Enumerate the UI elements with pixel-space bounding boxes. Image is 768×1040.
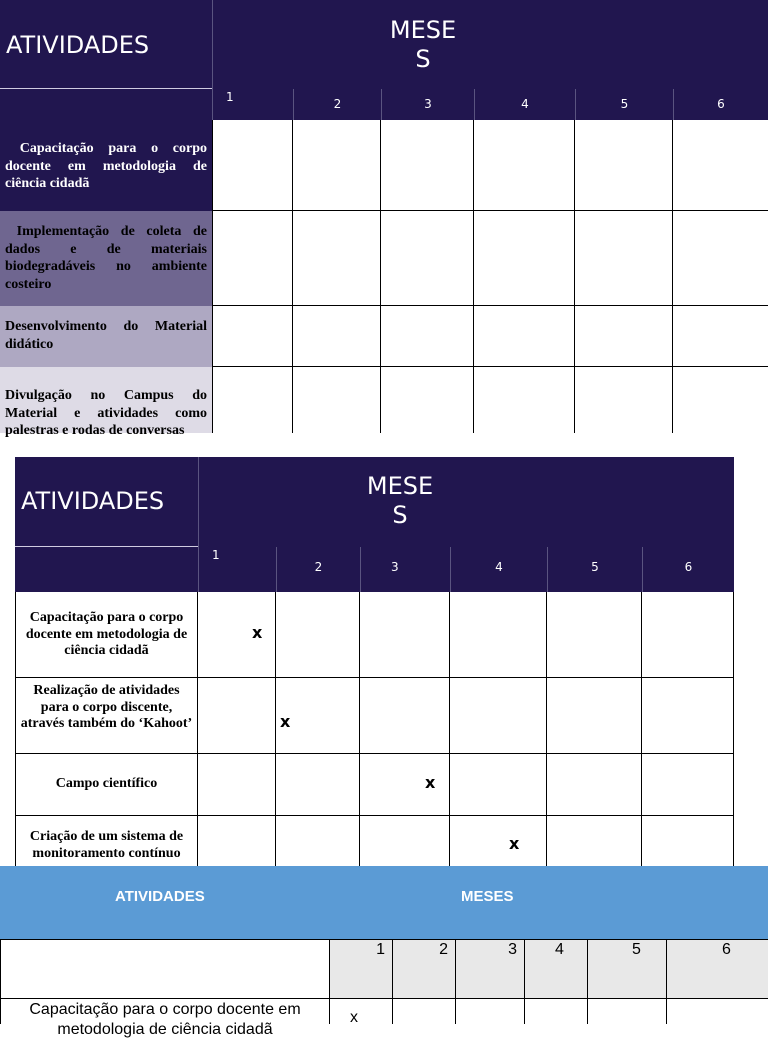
month-number: 1 — [198, 547, 276, 592]
grid-line — [359, 592, 360, 866]
grid-line — [275, 592, 276, 866]
month-number: 5 — [588, 940, 667, 998]
schedule-mark: x — [280, 712, 291, 731]
month-number: 2 — [393, 940, 456, 998]
schedule-table-2 — [15, 457, 734, 866]
activities-header: ATIVIDADES — [115, 888, 205, 905]
month-number: 2 — [276, 547, 360, 592]
month-number: 4 — [525, 940, 588, 998]
grid-line — [212, 120, 213, 433]
grid-line — [449, 592, 450, 866]
month-number: 6 — [673, 89, 768, 120]
grid-line — [524, 939, 525, 1024]
grid-line — [212, 305, 768, 306]
schedule-table-3 — [0, 866, 768, 1038]
grid-line — [641, 592, 642, 866]
activity-row-label: Capacitação para o corpo docente em metodologia de ciência cidadã — [25, 610, 188, 658]
schedule-mark: x — [509, 834, 520, 853]
grid-line — [587, 939, 588, 1024]
activity-row-label: Realização de atividades para o corpo discente, através também do ‘Kahoot’ — [20, 683, 193, 731]
grid-line — [380, 120, 381, 433]
grid-line — [666, 939, 667, 1024]
grid-line — [0, 998, 768, 999]
month-number: 3 — [456, 940, 525, 998]
month-number: 2 — [293, 89, 381, 120]
month-number: 1 — [330, 940, 393, 998]
subheader-blank — [0, 89, 212, 120]
grid-line — [392, 939, 393, 1024]
grid-line — [212, 210, 768, 211]
grid-line — [15, 753, 734, 754]
months-header: MESES — [461, 888, 514, 905]
activity-row-label: Implementação de coleta de dados e de materiais biodegradáveis no ambiente costeiro — [0, 211, 212, 306]
month-number: 4 — [474, 89, 575, 120]
grid-line — [473, 120, 474, 433]
activities-header: ATIVIDADES — [15, 457, 198, 546]
schedule-mark: x — [425, 773, 436, 792]
grid-line — [197, 592, 198, 866]
month-number: 3 — [381, 89, 474, 120]
grid-line — [546, 592, 547, 866]
month-number: 3 — [360, 547, 450, 592]
grid-line — [15, 815, 734, 816]
grid-line — [292, 120, 293, 433]
month-number: 5 — [547, 547, 642, 592]
grid-line — [212, 366, 768, 367]
months-header-label: MESE S — [366, 472, 434, 529]
grid-line — [15, 677, 734, 678]
activity-row-label: Divulgação no Campus do Material e atividades como palestras e rodas de conversas — [0, 367, 212, 433]
activity-row-label: Capacitação para o corpo docente em metodologia de ciência cidadã — [29, 1001, 301, 1038]
activity-row-label: Capacitação para o corpo docente em metodologia de ciência cidadã — [0, 120, 212, 211]
subheader-blank — [15, 547, 198, 592]
schedule-mark: x — [350, 1009, 358, 1026]
grid-line — [672, 120, 673, 433]
month-number: 5 — [575, 89, 673, 120]
month-number: 4 — [450, 547, 547, 592]
activity-row-label: Campo científico — [55, 776, 158, 791]
grid-line — [574, 120, 575, 433]
month-number: 1 — [212, 89, 293, 120]
month-number: 6 — [642, 547, 734, 592]
month-number: 6 — [667, 940, 768, 998]
grid-line — [455, 939, 456, 1024]
activity-row-label: Desenvolvimento do Material didático — [0, 306, 212, 367]
schedule-mark: x — [252, 623, 263, 642]
activities-header: ATIVIDADES — [0, 0, 212, 89]
activity-row-label: Criação de um sistema de monitoramento contínuo — [29, 829, 184, 861]
schedule-table-1 — [0, 0, 768, 438]
months-header-label: MESE S — [389, 16, 457, 73]
